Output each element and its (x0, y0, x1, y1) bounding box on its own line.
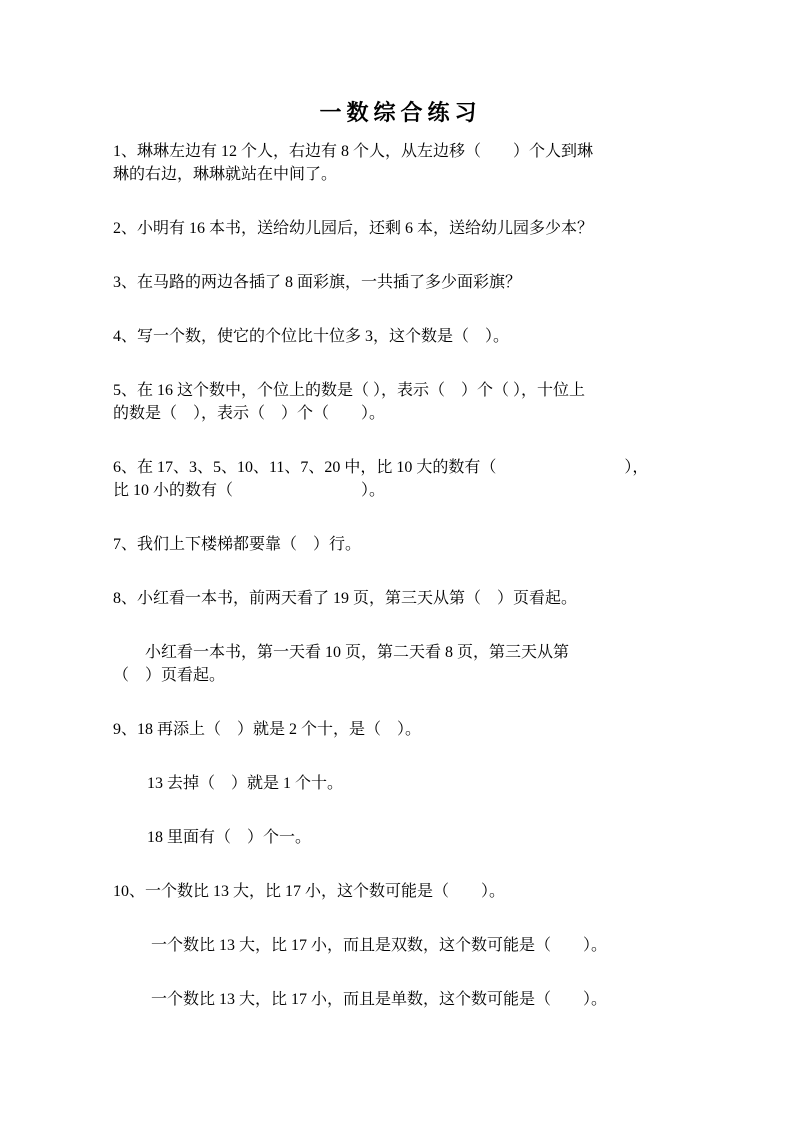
worksheet-content (113, 98, 688, 1011)
question-7: 7、我们上下楼梯都要靠（ ）行。 (113, 536, 362, 553)
question-8b-line-1: 小红看一本书，第一天看 10 页，第二天看 8 页，第三天从第 (145, 644, 570, 661)
question-4: 4、写一个数，使它的个位比十位多 3，这个数是（ ）。 (113, 328, 510, 345)
question-10: 10、一个数比 13 大，比 17 小，这个数可能是（ ）。 (113, 883, 506, 900)
question-8-part-2 (113, 641, 688, 687)
question-8: 8、小红看一本书，前两天看了 19 页，第三天从第（ ）页看起。 (113, 590, 578, 607)
question-6-line-1: 6、在 17、3、5、10、11、7、20 中，比 10 大的数有（ ）， (113, 459, 649, 476)
question-8b-line-2: （ ）页看起。 (113, 667, 226, 684)
question-9-part-2: 13 去掉（ ）就是 1 个十。 (147, 775, 344, 792)
question-6-line-2: 比 10 小的数有（ ）。 (113, 482, 386, 499)
question-10-part-3: 一个数比 13 大，比 17 小，而且是单数，这个数可能是（ ）。 (151, 991, 608, 1008)
question-10-part-2: 一个数比 13 大，比 17 小，而且是双数，这个数可能是（ ）。 (151, 937, 608, 954)
worksheet-title: 一数综合练习 (319, 100, 482, 125)
question-1-line-1: 1、琳琳左边有 12 个人，右边有 8 个人，从左边移（ ）个人到琳 (113, 143, 594, 160)
question-1-line-2: 琳的右边，琳琳就站在中间了。 (113, 166, 338, 183)
question-3: 3、在马路的两边各插了 8 面彩旗，一共插了多少面彩旗？ (113, 274, 522, 291)
question-5 (113, 379, 688, 425)
question-1 (113, 140, 688, 186)
question-5-line-2: 的数是（ ），表示（ ）个（ ）。 (113, 405, 386, 422)
question-6 (113, 456, 688, 502)
question-9: 9、18 再添上（ ）就是 2 个十，是（ ）。 (113, 721, 422, 738)
question-5-line-1: 5、在 16 这个数中，个位上的数是（ ），表示（ ）个（ ），十位上 (113, 382, 586, 399)
question-9-part-3: 18 里面有（ ）个一。 (147, 829, 312, 846)
question-2: 2、小明有 16 本书，送给幼儿园后，还剩 6 本，送给幼儿园多少本？ (113, 220, 594, 237)
